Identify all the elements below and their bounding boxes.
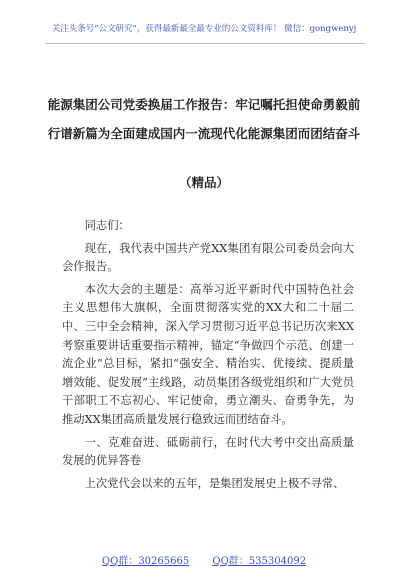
header-divider — [45, 43, 365, 44]
paragraph-2: 本次大会的主题是：高举习近平新时代中国特色社会主义思想伟大旗帜，全面贯彻落实党的XX大和二十届二中、三中全会精神，深入学习贯彻习近平总书记历次来XX考察重要讲话重要指示精神，锚定“争做四个示范、创建一流企业”总目标，紧扣“强安全、精治实、优接续、提质量增效能、促发展”主线路，动员集团各级党组织和广大党员干部职工不忘初心、牢记使命，勇立潮头、奋勇争先，为推动XX集团高质量发展行稳致远而团结奋斗。 — [62, 282, 354, 426]
document-title-line-2: 行谱新篇为全面建成国内一流现代化能源集团而团结奋斗 — [47, 126, 361, 141]
section-heading-1: 一、克难奋进、砥砺前行，在时代大考中交出高质量发展的优异答卷 — [62, 435, 354, 468]
header-note: 关注头条号“公文研究”，获得最新最全最专业的公文资料库！ 微信：gongwenyj — [51, 24, 357, 34]
footer-qq-group-1[interactable]: QQ群：30265665 — [101, 556, 190, 567]
footer-contact — [0, 552, 408, 567]
paragraph-1: 现在，我代表中国共产党XX集团有限公司委员会向大会作报告。 — [62, 241, 354, 274]
paragraph-3: 上次党代会以来的五年，是集团发展史上极不寻常、 — [84, 476, 345, 490]
document-body — [62, 217, 354, 493]
salutation: 同志们： — [84, 219, 130, 232]
document-subtitle: （精品） — [178, 175, 229, 190]
footer-qq-group-2[interactable]: QQ群：535304092 — [212, 556, 307, 567]
document-title-line-1: 能源集团公司党委换届工作报告：牢记嘱托担使命勇毅前 — [47, 97, 361, 112]
